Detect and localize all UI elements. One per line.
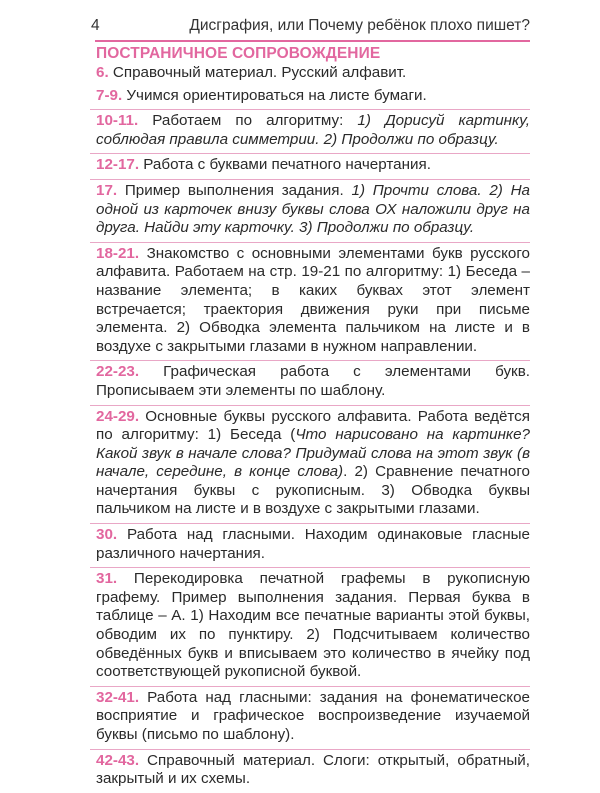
entry-divider [90,179,530,180]
page-range-number: 18-21. [96,244,140,262]
entry-text: Перекодировка печатной графемы в рукописную графему. Пример выполнения задания. Первая буква в таблице – А. 1) Находим все печатные варианты этой буквы, обводим их по пунктиру. 2) Подсчитываем количество обведённых букв и вписываем это количество в ячейку под соответствующей рукописной буквой. [96,570,530,681]
page-range-number: 32-41. [96,688,140,706]
entry-text: Знакомство с основными элементами букв русского алфавита. Работаем на стр. 19-21 по алгоритму: 1) Беседа – название элемента; в каких буквах этот элемент встречается; траектория движения руки при письме элемента. 2) Обводка элемента пальчиком на листе и в воздухе с закрытыми глазами в нужном направлении. [96,244,530,355]
entry-text: Графическая работа с элементами букв. Прописываем эти элементы по шаблону. [96,363,530,399]
page-entry [90,570,530,682]
entry-divider [90,153,530,154]
page-range-number: 17. [96,181,118,199]
entry-text: Работа с буквами печатного начертания. [139,156,431,174]
entry-divider [90,567,530,568]
page-range-number: 7-9. [96,86,123,104]
page-entry [90,689,530,745]
entry-divider [90,109,530,110]
entry-text: Работаем по алгоритму: [138,112,358,130]
entry-divider [90,749,530,750]
page-range-number: 10-11. [96,112,139,130]
book-title: Дисграфия, или Почему ребёнок плохо пишет? [189,17,530,34]
page-entry [90,112,530,149]
entry-text: Учимся ориентироваться на листе бумаги. [122,86,427,104]
entry-divider [90,360,530,361]
page-range-number: 12-17. [96,156,140,174]
page-range-number: 22-23. [96,363,140,381]
page-entry [90,526,530,563]
page-range-number: 6. [96,64,109,81]
page-range-number: 24-29. [96,407,140,425]
page-range-number: 42-43. [96,751,140,769]
page-entry [90,408,530,520]
page-entry [90,182,530,238]
page-entry [90,87,530,106]
entry-divider [90,405,530,406]
entry-italic-text: Что нарисовано на картинке? Какой звук в начале слова? Придумай слова на этот звук (в начале, середине, в конце слова) [96,426,530,481]
entry-italic-text: 1) Прочти слова. 2) На одной из карточек внизу буквы слова ОХ наложили друг на друга. Найди эту карточку. 3) Продолжи по образцу. [96,181,530,237]
entry-text: Пример выполнения задания. [117,181,352,199]
entry-divider [90,523,530,524]
page-range-number: 31. [96,570,118,588]
page-content [90,44,530,793]
entry-italic-text: 1) Дорисуй картинку, соблюдая правила симметрии. 2) Продолжи по образцу. [96,112,530,148]
page-entry [90,156,530,175]
entry-divider [90,242,530,243]
section-title: ПОСТРАНИЧНОЕ СОПРОВОЖДЕНИЕ [96,45,381,62]
page-header [91,14,530,42]
entry-text: Работа над гласными: задания на фонематическое восприятие и графическое воспроизведение изучаемой буквы (письмо по шаблону). [96,688,530,743]
page-range-number: 30. [96,526,118,544]
page-entry [90,64,530,83]
page-entry [90,245,530,357]
page-entry [90,363,530,400]
page-entry [90,752,530,789]
entries-list [90,64,530,789]
entry-text: . 2) Сравнение печатного начертания буквы с рукописным. 3) Обводка буквы пальчиком на листе и в воздухе с закрытыми глазами. [96,463,530,518]
entry-text: Работа над гласными. Находим одинаковые гласные различного начертания. [96,526,530,562]
entry-text: Основные буквы русского алфавита. Работа ведётся по алгоритму: 1) Беседа ( [96,407,530,444]
entry-text: Справочный материал. Русский алфавит. [108,64,407,81]
page-number: 4 [91,17,100,34]
entry-text: Справочный материал. Слоги: открытый, обратный, закрытый и их схемы. [96,751,530,788]
entry-divider [90,686,530,687]
